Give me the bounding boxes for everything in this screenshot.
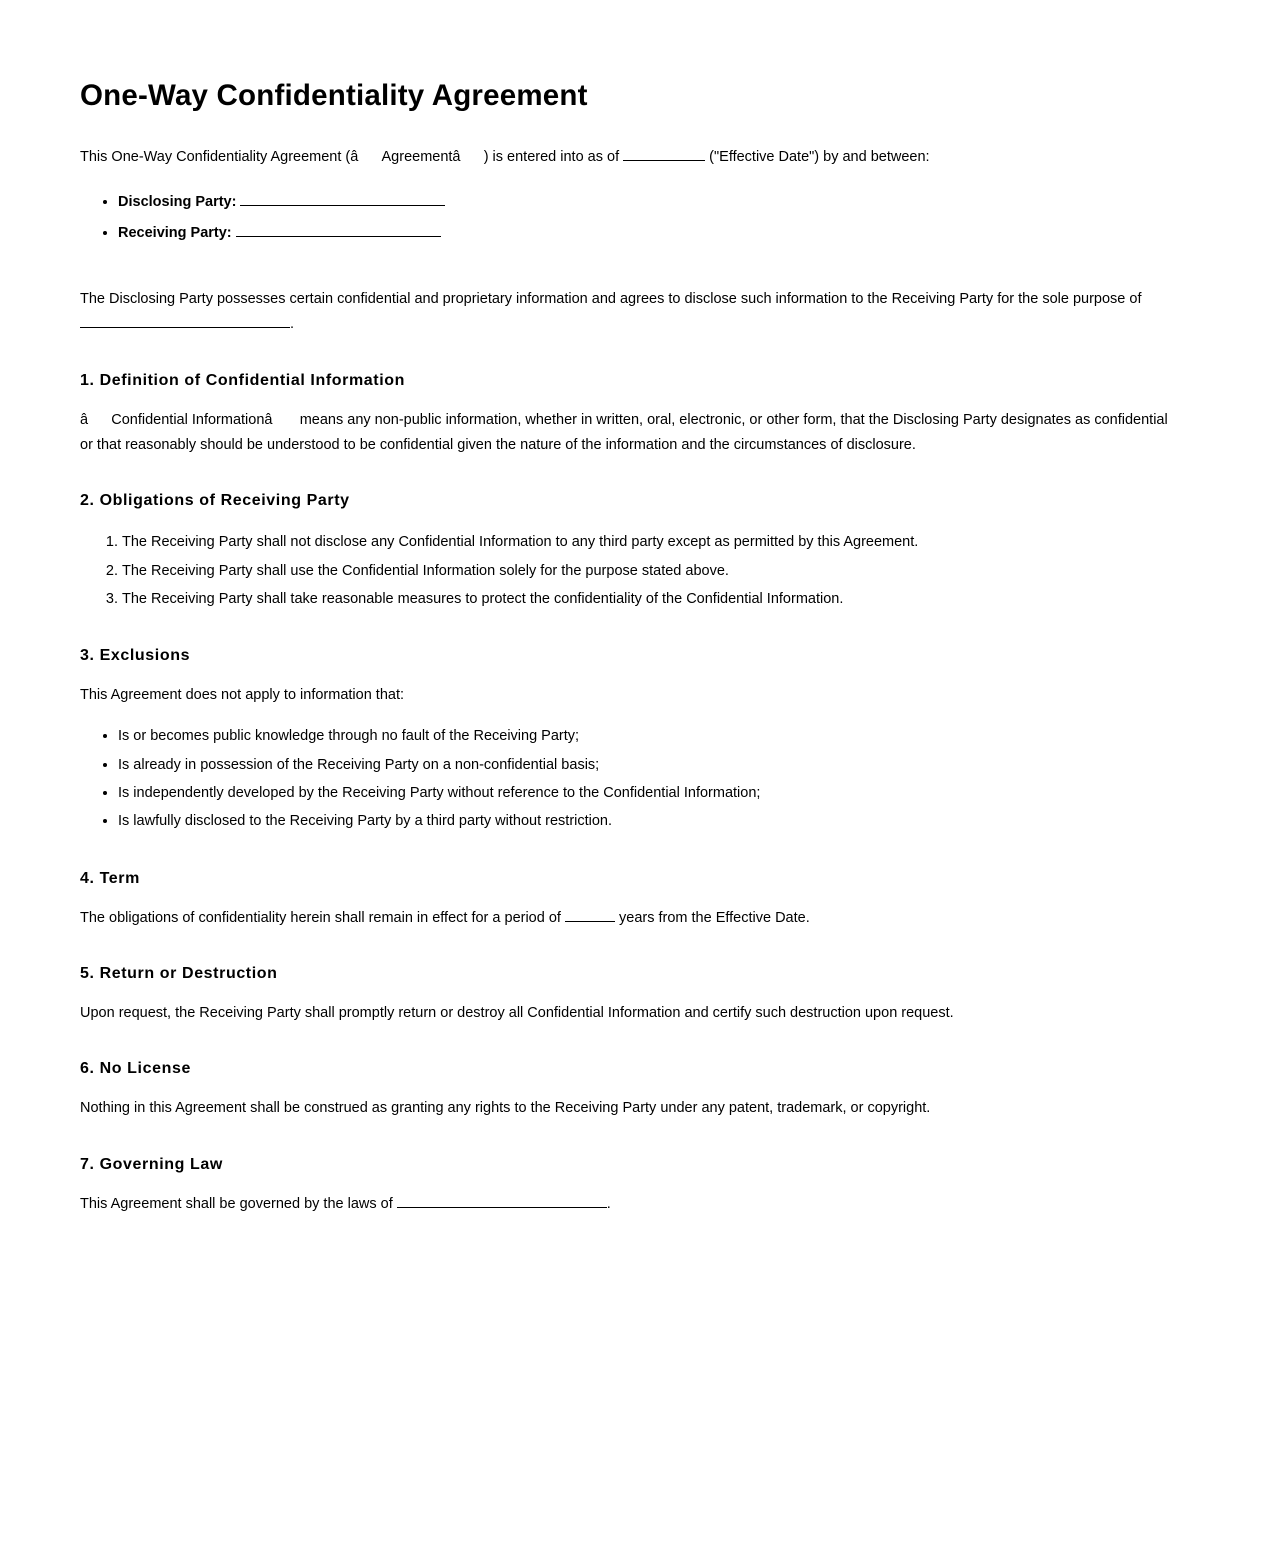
section-heading-exclusions: 3. Exclusions <box>80 647 191 665</box>
disclosing-party-blank[interactable] <box>240 205 445 206</box>
exclusions-lead: This Agreement does not apply to information that: <box>80 687 405 704</box>
list-item: • Is or becomes public knowledge through no fault of the Receiving Party; <box>118 722 1175 750</box>
purpose-text-after: . <box>290 316 295 333</box>
section-body-governing-law <box>80 1192 1175 1217</box>
receiving-party-label: Receiving Party: <box>118 224 232 241</box>
section-heading-no-license: 6. No License <box>80 1060 191 1078</box>
disclosing-party-label: Disclosing Party: <box>118 194 237 211</box>
purpose-text-before: The Disclosing Party possesses certain confidential and proprietary information and agrees to disclose such information to the Receiving Party for the sole purpose of <box>80 290 1142 307</box>
list-item: 2. The Receiving Party shall use the Confidential Information solely for the purpose stated above. <box>122 557 1175 585</box>
section-body-no-license: Nothing in this Agreement shall be construed as granting any rights to the Receiving Party under any patent, trademark, or copyright. <box>80 1100 931 1117</box>
governing-law-blank[interactable] <box>397 1207 607 1208</box>
term-years-blank[interactable] <box>565 921 615 922</box>
effective-date-blank[interactable] <box>623 160 705 161</box>
receiving-party-blank[interactable] <box>236 236 441 237</box>
list-item-receiving-party <box>118 219 1175 247</box>
term-text-before: The obligations of confidentiality herein shall remain in effect for a period of <box>80 909 561 926</box>
intro-text-before: This One-Way Confidentiality Agreement (âAgreementâ) is entered into as of <box>80 148 620 165</box>
governing-law-text-after: . <box>606 1195 611 1212</box>
section-body-term <box>80 906 1175 931</box>
list-item-disclosing-party <box>118 188 1175 216</box>
section-heading-definition: 1. Definition of Confidential Information <box>80 371 406 389</box>
intro-text-after: ("Effective Date") by and between: <box>709 148 930 165</box>
term-text-after: years from the Effective Date. <box>619 909 810 926</box>
list-item: • Is independently developed by the Receiving Party without reference to the Confidential Information; <box>118 779 1175 807</box>
section-heading-governing-law: 7. Governing Law <box>80 1155 223 1173</box>
obligations-list <box>80 528 1175 613</box>
list-item: 1. The Receiving Party shall not disclose any Confidential Information to any third party except as permitted by this Agreement. <box>122 528 1175 556</box>
section-body-return-destruction: Upon request, the Receiving Party shall promptly return or destroy all Confidential Information and certify such destruction upon request. <box>80 1004 954 1021</box>
purpose-blank[interactable] <box>80 327 290 328</box>
exclusions-list <box>80 722 1175 835</box>
section-heading-term: 4. Term <box>80 869 140 887</box>
list-item: • Is already in possession of the Receiving Party on a non-confidential basis; <box>118 751 1175 779</box>
party-list <box>80 188 1175 247</box>
governing-law-text-before: This Agreement shall be governed by the laws of <box>80 1195 393 1212</box>
list-item: • Is lawfully disclosed to the Receiving Party by a third party without restriction. <box>118 807 1175 835</box>
page-title: One-Way Confidentiality Agreement <box>80 79 588 112</box>
section-body-definition: âConfidential Informationâ means any non-public information, whether in written, oral, electronic, or other form, that the Disclosing Party designates as confidential or that reasonably should be understood to be confidential given the nature of the information and the circumstances of disclosure. <box>80 411 1168 453</box>
section-heading-return-destruction: 5. Return or Destruction <box>80 964 278 982</box>
intro-paragraph <box>80 145 1175 170</box>
list-item: 3. The Receiving Party shall take reasonable measures to protect the confidentiality of the Confidential Information. <box>122 585 1175 613</box>
purpose-paragraph <box>80 287 1175 338</box>
section-heading-obligations: 2. Obligations of Receiving Party <box>80 492 350 510</box>
